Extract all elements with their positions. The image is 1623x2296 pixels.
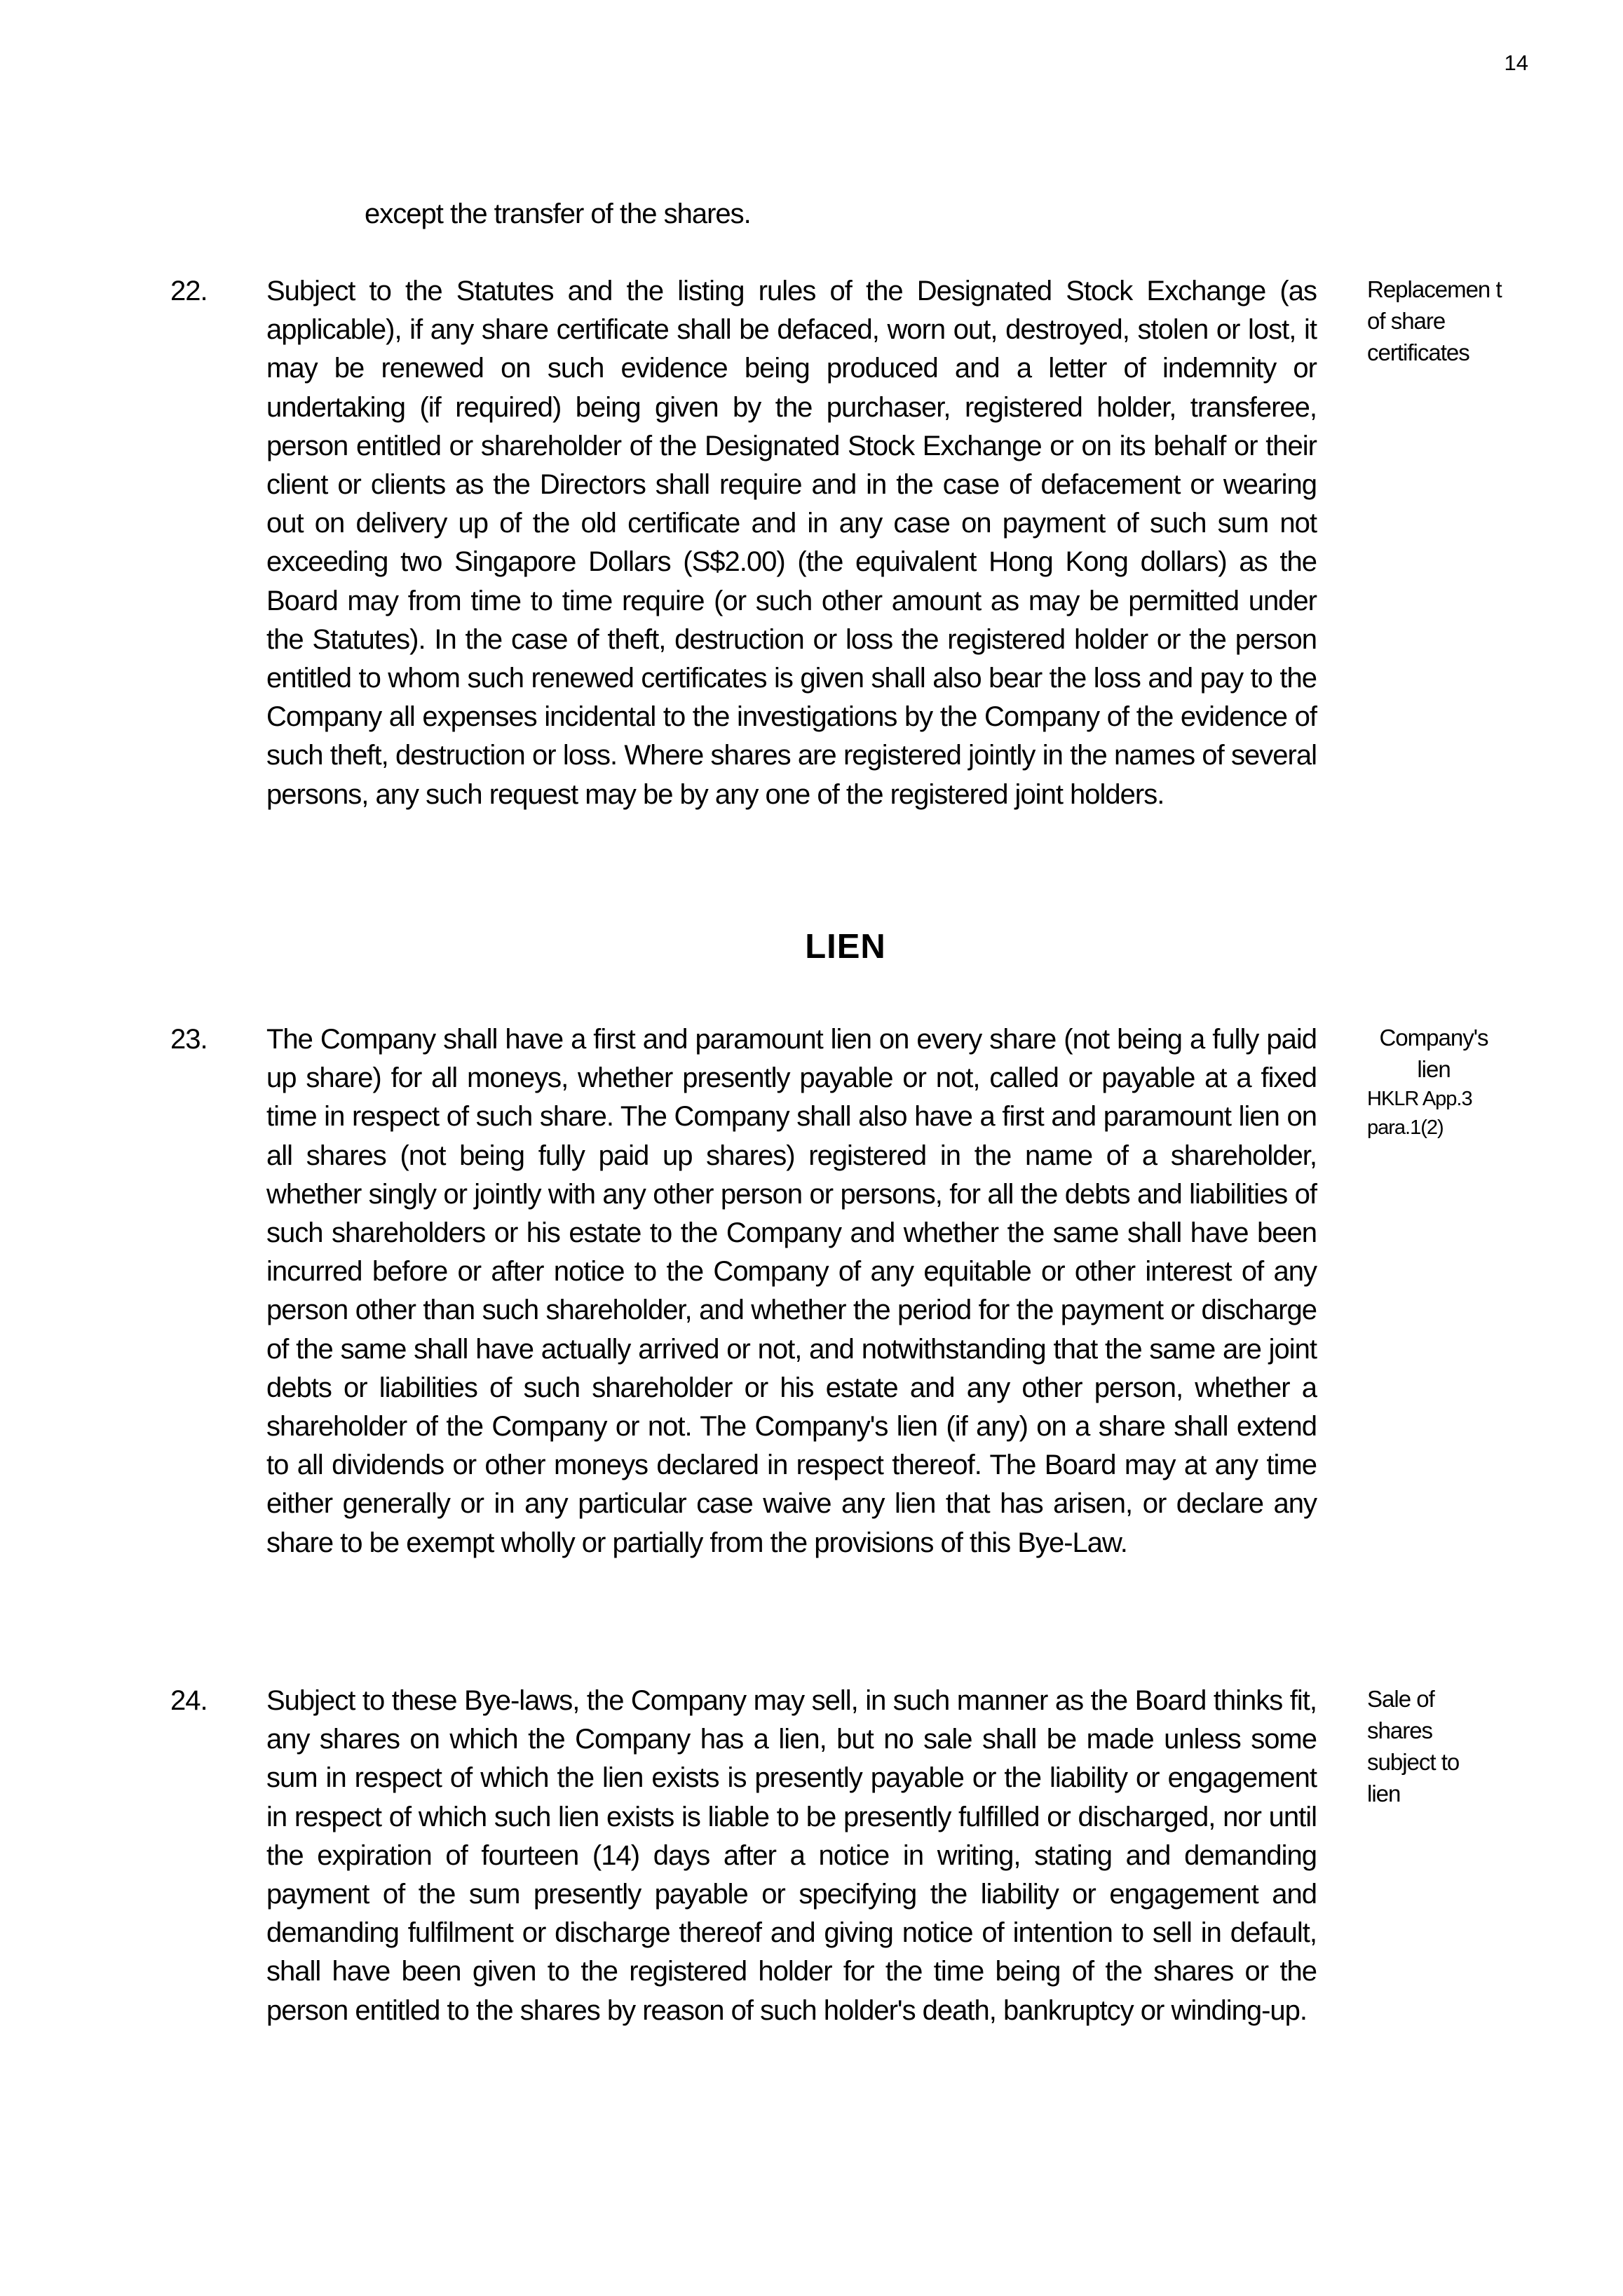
paragraph-text: Subject to these Bye-laws, the Company may sell, in such manner as the Board thinks fit, any shares on which the Company has a lien, but no sale shall be made unless some sum in respect of which the lien exists is presently payable or the liability or engagement in respect of which such lien exists is liable to be presently fulfilled or discharged, nor until the expiration of fourteen (14) days after a notice in writing, stating and demanding payment of the sum presently payable or specifying the liability or engagement and demanding fulfilment or discharge thereof and giving notice of intention to sell in default, shall have been given to the registered holder for the time being of the shares or the person entitled to the shares by reason of such holder's death, bankruptcy or winding-up. <box>266 1685 1317 2026</box>
continuation-text: except the transfer of the shares. <box>365 198 751 229</box>
paragraph-text: The Company shall have a first and paramount lien on every share (not being a fully paid up share) for all moneys, whether presently payable or not, called or payable at a fixed time in respect of such share. The Company shall also have a first and paramount lien on all shares (not being fully paid up shares) registered in the name of a shareholder, whether singly or jointly with any other person or persons, for all the debts and liabilities of such shareholders or his estate to the Company and whether the same shall have been incurred before or after notice to the Company of any equitable or other interest of any person other than such shareholder, and whether the period for the payment or discharge of the same shall have actually arrived or not, and notwithstanding that the same are joint debts or liabilities of such shareholder or his estate and any other person, whether a shareholder of the Company or not. The Company's lien (if any) on a share shall extend to all dividends or other moneys declared in respect thereof. The Board may at any time either generally or in any particular case waive any lien that has arisen, or declare any share to be exempt wholly or partially from the provisions of this Bye-Law. <box>266 1024 1317 1558</box>
page-number: 14 <box>1504 50 1528 75</box>
paragraph-number: 23. <box>170 1024 208 1055</box>
section-heading: LIEN <box>805 928 886 966</box>
paragraph-number: 24. <box>170 1685 208 1716</box>
margin-note-companys-lien: Company's lien <box>1379 1025 1488 1082</box>
paragraph-number: 22. <box>170 276 208 306</box>
paragraph-text: Subject to the Statutes and the listing rules of the Designated Stock Exchange (as applicable), if any share certificate shall be defaced, worn out, destroyed, stolen or lost, it may be renewed on such evidence being produced and a letter of indemnity or undertaking (if required) being given by the purchaser, registered holder, transferee, person entitled or shareholder of the Designated Stock Exchange or on its behalf or their client or clients as the Directors shall require and in the case of defacement or wearing out on delivery up of the old certificate and in any case on payment of such sum not exceeding two Singapore Dollars (S$2.00) (the equivalent Hong Kong dollars) as the Board may from time to time require (or such other amount as may be permitted under the Statutes). In the case of theft, destruction or loss the registered holder or the person entitled to whom such renewed certificates is given shall also bear the loss and pay to the Company all expenses incidental to the investigations by the Company of the evidence of such theft, destruction or loss. Where shares are registered jointly in the names of several persons, any such request may be by any one of the registered joint holders. <box>266 276 1317 810</box>
margin-note-replacement: Replacemen t of share certificates <box>1367 276 1502 365</box>
margin-note-sale-of-shares: Sale of shares subject to lien <box>1367 1686 1460 1807</box>
margin-reference: HKLR App.3 para.1(2) <box>1367 1088 1472 1139</box>
